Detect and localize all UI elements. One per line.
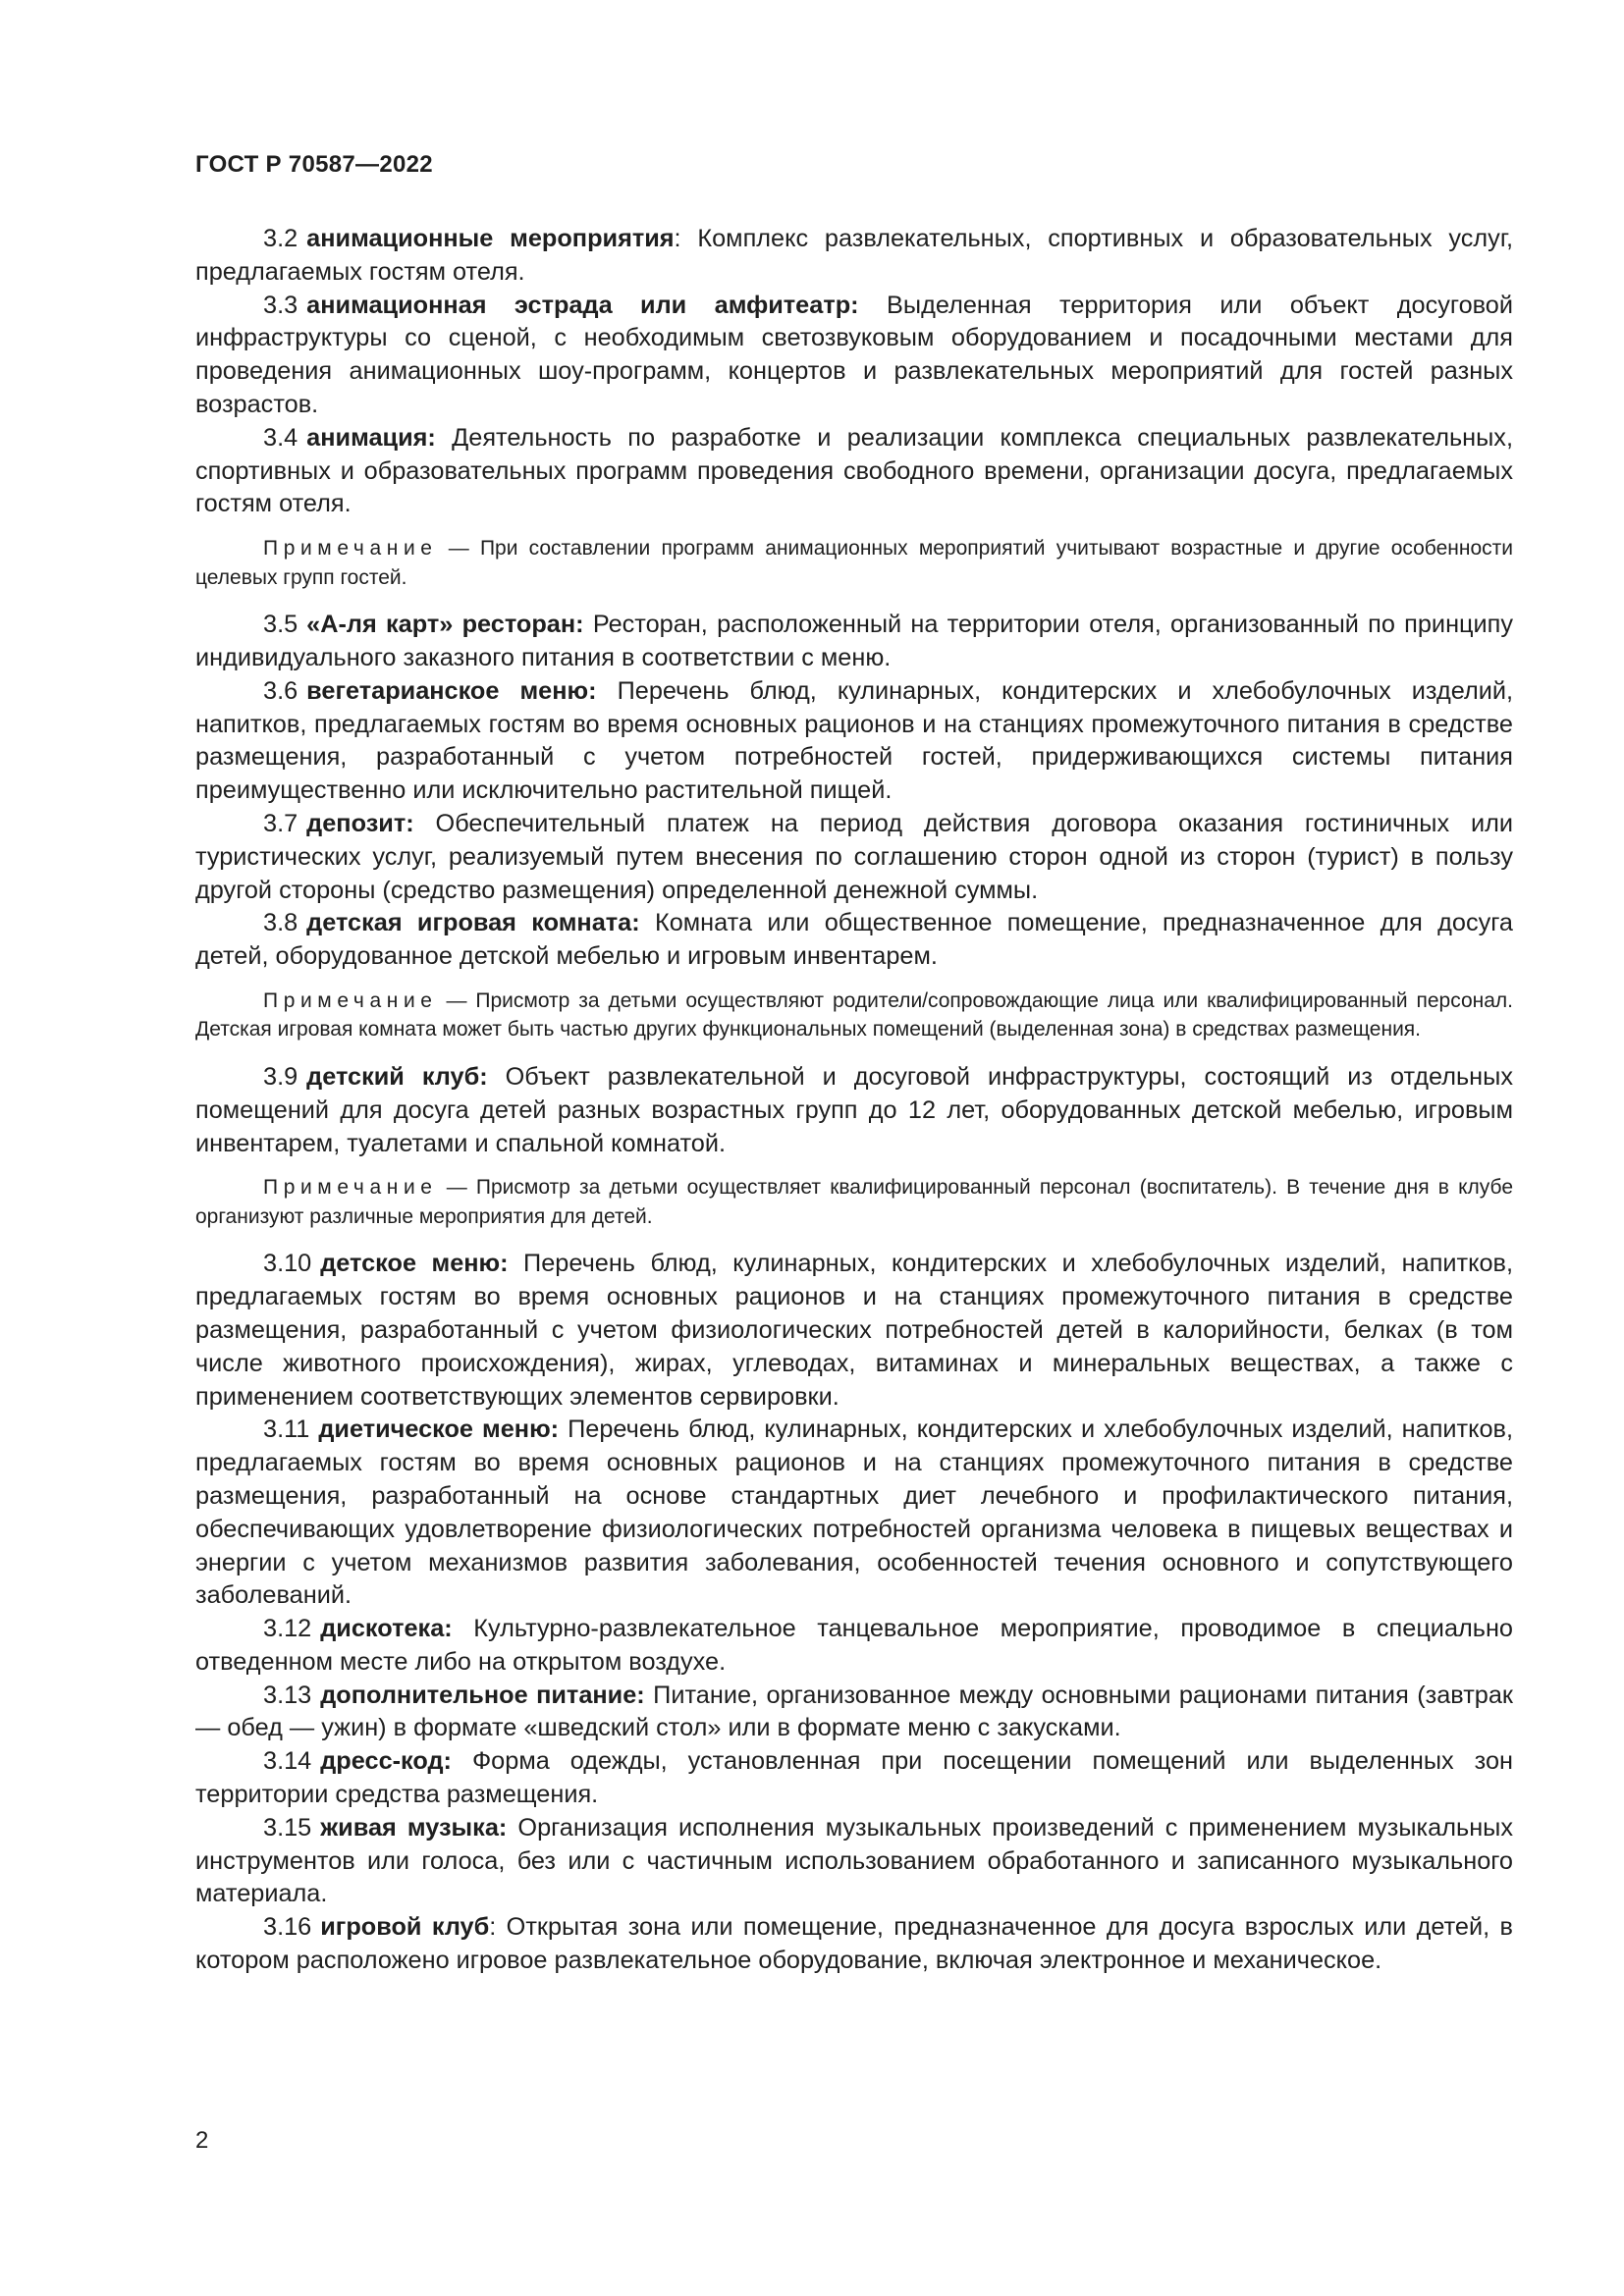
term-number: 3.7: [263, 809, 298, 837]
term-name: депозит:: [306, 809, 414, 837]
term-definition: Перечень блюд, кулинарных, кондитерских и хлебобулочных изделий, напитков, предлагаемых гостям во время основных рационов и на станциях промежуточного питания в средстве размещения, разработанный на основе стандартных диет лечебного и профилактического питания, обеспечивающих удовлетворение физиологических потребностей организма человека в пищевых веществах и энергии с учетом механизмов развития заболевания, особенностей течения основного и сопутствующего заболеваний.: [195, 1415, 1513, 1610]
term-entry: [195, 1680, 1513, 1746]
term-entry: [195, 907, 1513, 974]
term-definition: Деятельность по разработке и реализации комплекса специальных развлекательных, спортивных и образовательных программ проведения свободного времени, организации досуга, предлагаемых гостям отеля.: [195, 423, 1513, 518]
document-body: [195, 223, 1513, 1978]
term-number: 3.14: [263, 1747, 312, 1776]
term-entry: [195, 223, 1513, 290]
term-definition: Культурно-развлекательное танцевальное мероприятие, проводимое в специально отведенном месте либо на открытом воздухе.: [195, 1615, 1513, 1676]
term-name: детский клуб:: [306, 1062, 488, 1091]
term-number: 3.13: [263, 1681, 312, 1709]
note-text: — Присмотр за детьми осуществляют родители/сопровождающие лица или квалифицированный персонал. Детская игровая комната может быть частью других функциональных помещений (выделенная зона) в средствах размещения.: [195, 988, 1513, 1041]
note: [195, 987, 1513, 1044]
term-number: 3.4: [263, 423, 298, 452]
note-label: Примечание: [263, 988, 438, 1012]
term-definition: Комплекс развлекательных, спортивных и образовательных услуг, предлагаемых гостям отеля.: [195, 225, 1513, 286]
term-entry: [195, 808, 1513, 907]
term-number: 3.15: [263, 1813, 312, 1842]
term-definition: Открытая зона или помещение, предназначенное для досуга взрослых или детей, в котором расположено игровое развлекательное оборудование, включая электронное и механическое.: [195, 1913, 1513, 1975]
document-code: ГОСТ Р 70587—2022: [195, 151, 433, 178]
term-entry: [195, 675, 1513, 808]
term-name: «А-ля карт» ресторан:: [306, 611, 584, 639]
term-entry: [195, 1061, 1513, 1160]
term-definition: Питание, организованное между основными рационами питания (завтрак — обед — ужин) в формате «шведский стол» или в формате меню с закусками.: [195, 1681, 1513, 1742]
term-definition: Организация исполнения музыкальных произведений с применением музыкальных инструментов или голоса, без или с частичным использованием обработанного и записанного музыкального материала.: [195, 1813, 1513, 1908]
term-name: детская игровая комната:: [306, 909, 640, 937]
note-label: Примечание: [263, 537, 438, 561]
term-name: дополнительное питание:: [320, 1681, 645, 1709]
term-separator: :: [489, 1913, 497, 1942]
term-definition: Обеспечительный платеж на период действия договора оказания гостиничных или туристических услуг, реализуемый путем внесения по соглашению сторон одной из сторон (турист) в пользу другой стороны (средство размещения) определенной денежной суммы.: [195, 809, 1513, 904]
term-entry: [195, 1414, 1513, 1613]
term-name: анимационные мероприятия: [306, 225, 675, 252]
term-name: живая музыка:: [320, 1813, 508, 1842]
term-number: 3.11: [263, 1415, 310, 1444]
term-number: 3.16: [263, 1913, 312, 1942]
term-number: 3.5: [263, 611, 298, 639]
note-label: Примечание: [263, 1176, 438, 1200]
term-definition: Объект развлекательной и досуговой инфраструктуры, состоящий из отдельных помещений для досуга детей разных возрастных групп до 12 лет, оборудованных детской мебелью, игровым инвентарем, туалетами и спальной комнатой.: [195, 1062, 1513, 1157]
term-entry: [195, 1911, 1513, 1978]
term-separator: :: [674, 225, 681, 252]
term-name: диетическое меню:: [318, 1415, 560, 1444]
term-entry: [195, 1745, 1513, 1812]
term-number: 3.12: [263, 1615, 312, 1643]
term-number: 3.8: [263, 909, 298, 937]
term-entry: [195, 290, 1513, 422]
term-definition: Комната или общественное помещение, предназначенное для досуга детей, оборудованное детской мебелью и игровым инвентарем.: [195, 909, 1513, 971]
term-definition: Ресторан, расположенный на территории отеля, организованный по принципу индивидуального заказного питания в соответствии с меню.: [195, 611, 1514, 671]
term-name: игровой клуб: [320, 1913, 490, 1942]
page-number: 2: [195, 2127, 209, 2154]
term-number: 3.2: [263, 225, 298, 252]
term-name: детское меню:: [320, 1250, 509, 1278]
term-definition: Форма одежды, установленная при посещении помещений или выделенных зон территории средства размещения.: [195, 1747, 1513, 1809]
term-name: анимационная эстрада или амфитеатр:: [306, 291, 859, 319]
term-name: анимация:: [306, 423, 436, 452]
term-number: 3.9: [263, 1062, 298, 1091]
term-definition: Перечень блюд, кулинарных, кондитерских и хлебобулочных изделий, напитков, предлагаемых гостям во время основных рационов и на станциях промежуточного питания в средстве размещения, разработанный с учетом физиологических потребностей детей в калорийности, белках (в том числе животного происхождения), жирах, углеводах, витаминах и минеральных веществах, а также с применением соответствующих элементов сервировки.: [195, 1250, 1514, 1411]
note-text: — Присмотр за детьми осуществляет квалифицированный персонал (воспитатель). В течение дня в клубе организуют различные мероприятия для детей.: [195, 1176, 1513, 1228]
term-entry: [195, 1248, 1513, 1414]
term-entry: [195, 1812, 1513, 1911]
note: [195, 1173, 1513, 1231]
term-entry: [195, 422, 1513, 521]
term-definition: Выделенная территория или объект досуговой инфраструктуры со сценой, с необходимым светозвуковым оборудованием и посадочными местами для проведения анимационных шоу-программ, концертов и развлекательных мероприятий для гостей разных возрастов.: [195, 291, 1513, 418]
note-text: — При составлении программ анимационных мероприятий учитывают возрастные и другие особенности целевых групп гостей.: [195, 537, 1513, 589]
term-name: дресс-код:: [320, 1747, 452, 1776]
note: [195, 534, 1513, 592]
term-definition: Перечень блюд, кулинарных, кондитерских и хлебобулочных изделий, напитков, предлагаемых гостям во время основных рационов и на станциях промежуточного питания в средстве размещения, разработанный с учетом потребностей гостей, придерживающихся системы питания преимущественно или исключительно растительной пищей.: [195, 676, 1513, 805]
term-entry: [195, 609, 1513, 675]
term-name: дискотека:: [320, 1615, 453, 1643]
term-number: 3.10: [263, 1250, 312, 1278]
term-name: вегетарианское меню:: [306, 676, 597, 705]
term-number: 3.6: [263, 676, 298, 705]
term-entry: [195, 1613, 1513, 1680]
term-number: 3.3: [263, 291, 298, 319]
